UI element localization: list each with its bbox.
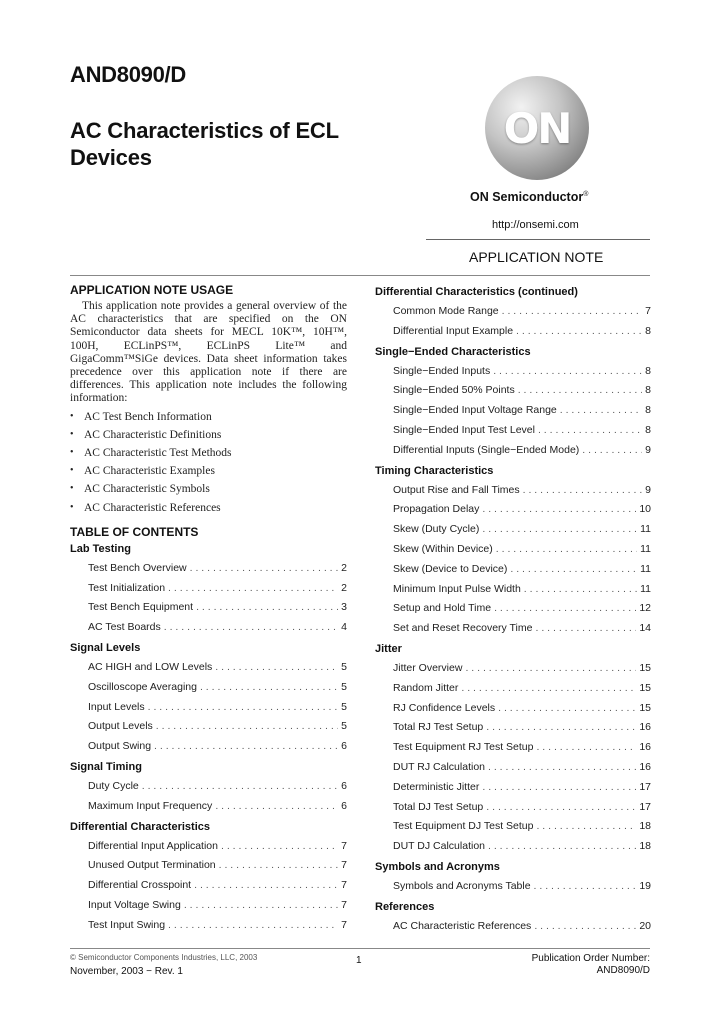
toc-entry-label: Output Levels [88, 720, 153, 733]
toc-entry[interactable] [70, 598, 347, 618]
toc-entry-page: 6 [341, 780, 347, 793]
toc-leader-dots [523, 481, 643, 501]
toc-entry[interactable] [375, 381, 651, 401]
revision-date: November, 2003 − Rev. 1 [70, 966, 183, 977]
toc-entry[interactable] [70, 618, 347, 638]
usage-bullet-item: • AC Test Bench Information [70, 408, 347, 426]
toc-entry-page: 18 [639, 820, 651, 833]
toc-leader-dots [148, 698, 339, 718]
brand-name-text: ON Semiconductor [470, 190, 584, 204]
toc-entry-page: 5 [341, 700, 347, 713]
toc-leader-dots [215, 658, 338, 678]
toc-entry-label: Differential Input Example [393, 324, 514, 337]
toc-entry-page: 7 [341, 899, 347, 911]
toc-leader-dots [502, 302, 643, 322]
toc-entry-label: Symbols and Acronyms Table [393, 879, 531, 892]
toc-leader-dots [496, 540, 637, 560]
toc-leader-dots [200, 678, 338, 698]
toc-entry-label: AC Test Boards [88, 621, 161, 634]
toc-entry[interactable] [70, 559, 347, 579]
toc-entry[interactable] [375, 619, 651, 639]
toc-entry-page: 2 [341, 561, 347, 574]
toc-entry[interactable] [70, 678, 347, 698]
toc-entry-label: Test Equipment RJ Test Setup [393, 741, 534, 754]
toc-entry-page: 17 [639, 780, 651, 793]
toc-entry[interactable] [375, 362, 651, 382]
toc-entry[interactable] [375, 500, 651, 520]
toc-leader-dots [190, 559, 339, 579]
toc-leader-dots [154, 737, 338, 757]
toc-entry[interactable] [70, 579, 347, 599]
toc-entry[interactable] [375, 481, 651, 501]
toc-entry[interactable] [375, 738, 651, 758]
toc-entry-page: 17 [639, 800, 651, 813]
toc-entry-label: Maximum Input Frequency [88, 799, 213, 812]
toc-entry[interactable] [375, 580, 651, 600]
toc-entry-label: Single−Ended Inputs [393, 364, 491, 377]
toc-entry-label: DUT RJ Calculation [393, 760, 486, 773]
toc-entry-label: Total RJ Test Setup [393, 721, 484, 734]
toc-leader-dots [486, 718, 636, 738]
usage-bullet-item: • AC Characteristic Test Methods [70, 444, 347, 462]
toc-entry[interactable] [70, 876, 347, 896]
website-url[interactable]: http://onsemi.com [492, 219, 579, 231]
toc-entry-label: Input Voltage Swing [88, 899, 181, 911]
toc-entry[interactable] [375, 778, 651, 798]
toc-entry-page: 7 [341, 918, 347, 931]
toc-entry-label: Single−Ended 50% Points [393, 384, 515, 397]
toc-leader-dots [194, 876, 338, 896]
toc-entry-label: Test Bench Overview [88, 561, 187, 574]
toc-entry-page: 8 [645, 404, 651, 417]
toc-entry[interactable] [375, 540, 651, 560]
publication-label: Publication Order Number: [531, 953, 650, 964]
toc-leader-dots [221, 837, 338, 857]
toc-leader-dots [536, 817, 636, 837]
toc-entry-label: Deterministic Jitter [393, 780, 480, 793]
toc-entry[interactable] [70, 737, 347, 757]
toc-leader-dots [524, 580, 637, 600]
toc-leader-dots [488, 758, 636, 778]
toc-entry[interactable] [375, 837, 651, 857]
toc-leader-dots [536, 738, 636, 758]
toc-leader-dots [482, 500, 636, 520]
toc-entry[interactable] [70, 896, 347, 916]
toc-entry-label: Unused Output Termination [88, 859, 216, 872]
toc-entry-page: 6 [341, 799, 347, 812]
toc-entry-page: 6 [341, 740, 347, 753]
toc-leader-dots [184, 896, 338, 916]
toc-entry-label: AC Characteristic References [393, 919, 532, 932]
toc-entry[interactable] [375, 421, 651, 441]
toc-entry[interactable] [375, 817, 651, 837]
copyright: © Semiconductor Components Industries, LLC, 2003 [70, 953, 258, 962]
toc-leader-dots [142, 777, 338, 797]
toc-entry-label: Input Levels [88, 700, 145, 713]
toc-leader-dots [516, 322, 642, 342]
toc-entry-page: 15 [639, 661, 651, 674]
toc-section-heading: Jitter [375, 642, 402, 655]
toc-entry[interactable] [375, 718, 651, 738]
toc-entry-page: 7 [645, 305, 651, 317]
toc-leader-dots [535, 619, 636, 639]
toc-entry-page: 5 [341, 680, 347, 693]
toc-entry-page: 18 [639, 840, 651, 853]
toc-entry-label: DUT DJ Calculation [393, 840, 486, 853]
toc-entry-label: Skew (Duty Cycle) [393, 523, 480, 536]
toc-entry-page: 7 [341, 859, 347, 872]
toc-leader-dots [538, 421, 642, 441]
toc-entry-label: Differential Input Application [88, 839, 218, 852]
toc-leader-dots [219, 856, 339, 876]
toc-entry-label: Output Swing [88, 740, 152, 753]
toc-entry[interactable] [375, 401, 651, 421]
toc-entry-label: Duty Cycle [88, 780, 139, 793]
toc-entry[interactable] [375, 599, 651, 619]
toc-entry-page: 9 [645, 483, 651, 496]
toc-entry-label: Random Jitter [393, 681, 459, 694]
toc-entry-label: Skew (Device to Device) [393, 562, 508, 575]
toc-leader-dots [482, 520, 637, 540]
content-rule [70, 275, 650, 276]
toc-leader-dots [498, 699, 636, 719]
toc-entry-label: Test Initialization [88, 581, 166, 594]
toc-section-heading: Single−Ended Characteristics [375, 345, 531, 358]
toc-entry-label: Minimum Input Pulse Width [393, 582, 521, 595]
toc-right-list [375, 282, 651, 937]
toc-entry[interactable] [70, 797, 347, 817]
toc-entry-page: 7 [341, 839, 347, 852]
toc-entry-page: 10 [639, 503, 651, 516]
toc-entry[interactable] [375, 877, 651, 897]
toc-leader-dots [534, 877, 637, 897]
toc-leader-dots [196, 598, 338, 618]
toc-entry-label: RJ Confidence Levels [393, 701, 496, 714]
document-title [70, 117, 410, 171]
toc-entry-page: 16 [639, 721, 651, 734]
toc-leader-dots [215, 797, 338, 817]
toc-entry-page: 16 [639, 741, 651, 754]
registered-mark: ® [583, 190, 589, 198]
toc-leader-dots [461, 679, 636, 699]
toc-entry-label: Test Input Swing [88, 918, 166, 931]
toc-entry-label: Setup and Hold Time [393, 602, 492, 615]
toc-section-heading: Signal Levels [70, 642, 141, 655]
usage-bullet-item: • AC Characteristic Definitions [70, 426, 347, 444]
title-line-1: AC Characteristics of ECL [70, 118, 339, 143]
toc-leader-dots [582, 441, 642, 461]
toc-entry-page: 8 [645, 384, 651, 397]
toc-entry-page: 15 [639, 681, 651, 694]
toc-entry-label: Single−Ended Input Test Level [393, 423, 535, 436]
toc-entry[interactable] [375, 699, 651, 719]
toc-entry-page: 3 [341, 601, 347, 614]
toc-leader-dots [156, 717, 338, 737]
toc-leader-dots [486, 798, 636, 818]
toc-entry[interactable] [375, 441, 651, 461]
usage-bullet-item: • AC Characteristic Symbols [70, 480, 347, 498]
toc-section-heading: Lab Testing [70, 542, 131, 555]
toc-entry-page: 11 [640, 582, 651, 595]
toc-section-heading: Differential Characteristics (continued) [375, 286, 578, 298]
toc-entry-label: Total DJ Test Setup [393, 800, 484, 813]
header-rule [426, 239, 650, 240]
toc-entry-page: 5 [341, 720, 347, 733]
usage-bullet-item: • AC Characteristic Examples [70, 462, 347, 480]
usage-bullet-item: • AC Characteristic References [70, 499, 347, 517]
footer-rule [70, 948, 650, 949]
toc-entry[interactable] [70, 837, 347, 857]
toc-entry-label: Common Mode Range [393, 305, 499, 317]
toc-entry-label: Oscilloscope Averaging [88, 680, 197, 693]
toc-entry-page: 8 [645, 423, 651, 436]
toc-entry-label: Propagation Delay [393, 503, 480, 516]
toc-entry[interactable] [70, 658, 347, 678]
toc-leader-dots [494, 599, 636, 619]
toc-entry-page: 12 [639, 602, 651, 615]
toc-entry-label: Set and Reset Recovery Time [393, 622, 533, 635]
toc-entry-page: 8 [645, 364, 651, 377]
toc-entry[interactable] [375, 520, 651, 540]
toc-leader-dots [488, 837, 636, 857]
toc-entry-page: 11 [640, 542, 651, 555]
page-number: 1 [356, 955, 362, 966]
toc-entry-label: Differential Crosspoint [88, 879, 192, 892]
toc-entry[interactable] [375, 917, 651, 937]
toc-entry-page: 15 [639, 701, 651, 714]
document-id: AND8090/D [70, 62, 186, 87]
toc-entry-label: Skew (Within Device) [393, 542, 493, 555]
toc-section-heading: Signal Timing [70, 761, 142, 774]
toc-section-heading: Symbols and Acronyms [375, 860, 500, 873]
toc-entry-page: 11 [640, 562, 651, 575]
toc-heading: TABLE OF CONTENTS [70, 524, 199, 539]
toc-leader-dots [493, 362, 642, 382]
toc-entry-page: 8 [645, 324, 651, 337]
toc-entry-label: Differential Inputs (Single−Ended Mode) [393, 443, 580, 456]
toc-leader-dots [510, 560, 637, 580]
toc-entry-page: 5 [341, 661, 347, 674]
toc-entry-label: Test Bench Equipment [88, 601, 194, 614]
toc-entry[interactable] [70, 916, 347, 936]
usage-bullet-list [70, 408, 347, 517]
right-column [375, 282, 651, 937]
toc-entry-page: 4 [341, 621, 347, 634]
toc-entry-page: 9 [645, 443, 651, 456]
toc-leader-dots [168, 579, 338, 599]
toc-entry-label: Output Rise and Fall Times [393, 483, 520, 496]
toc-left-list [70, 539, 347, 936]
toc-entry[interactable] [375, 798, 651, 818]
toc-section-heading: References [375, 900, 435, 913]
toc-entry-page: 2 [341, 581, 347, 594]
toc-leader-dots [168, 916, 338, 936]
publication-number: AND8090/D [596, 965, 650, 976]
toc-leader-dots [560, 401, 642, 421]
application-note-label: APPLICATION NOTE [469, 249, 604, 265]
toc-entry[interactable] [70, 698, 347, 718]
toc-leader-dots [518, 381, 642, 401]
toc-entry-label: AC HIGH and LOW Levels [88, 661, 213, 674]
publication-order [532, 953, 650, 977]
toc-entry-page: 11 [640, 523, 651, 536]
toc-entry[interactable] [375, 679, 651, 699]
toc-leader-dots [482, 778, 636, 798]
toc-entry-label: Single−Ended Input Voltage Range [393, 404, 557, 417]
title-line-2: Devices [70, 145, 152, 170]
brand-name [470, 190, 588, 204]
toc-leader-dots [534, 917, 636, 937]
toc-entry-page: 16 [639, 760, 651, 773]
toc-entry-label: Test Equipment DJ Test Setup [393, 820, 534, 833]
toc-entry[interactable] [375, 560, 651, 580]
logo-text: ON [503, 103, 571, 153]
toc-entry[interactable] [70, 856, 347, 876]
toc-entry-page: 14 [639, 622, 651, 635]
toc-leader-dots [164, 618, 338, 638]
toc-entry[interactable] [70, 777, 347, 797]
toc-entry-page: 19 [639, 879, 651, 892]
toc-section-heading: Differential Characteristics [70, 820, 210, 833]
toc-entry-page: 7 [341, 879, 347, 892]
toc-entry-page: 20 [639, 919, 651, 932]
toc-entry[interactable] [375, 659, 651, 679]
toc-entry[interactable] [375, 758, 651, 778]
left-column [70, 282, 347, 936]
toc-section-heading: Timing Characteristics [375, 464, 494, 477]
usage-heading: APPLICATION NOTE USAGE [70, 283, 234, 297]
toc-entry[interactable] [375, 302, 651, 322]
toc-entry-label: Jitter Overview [393, 661, 463, 674]
toc-entry[interactable] [70, 717, 347, 737]
toc-leader-dots [465, 659, 636, 679]
on-semiconductor-logo [485, 76, 589, 180]
usage-paragraph: This application note provides a general overview of the AC characteristics that are specified on the ON Semiconductor data sheets for MECL 10K™, 10H™, 100H, ECLinPS™, ECLinPS Lite™ and GigaComm™SiGe devices. Data sheet information takes precedence over this application note if there are differences. This application note includes the following information: [70, 300, 347, 405]
toc-entry[interactable] [375, 322, 651, 342]
